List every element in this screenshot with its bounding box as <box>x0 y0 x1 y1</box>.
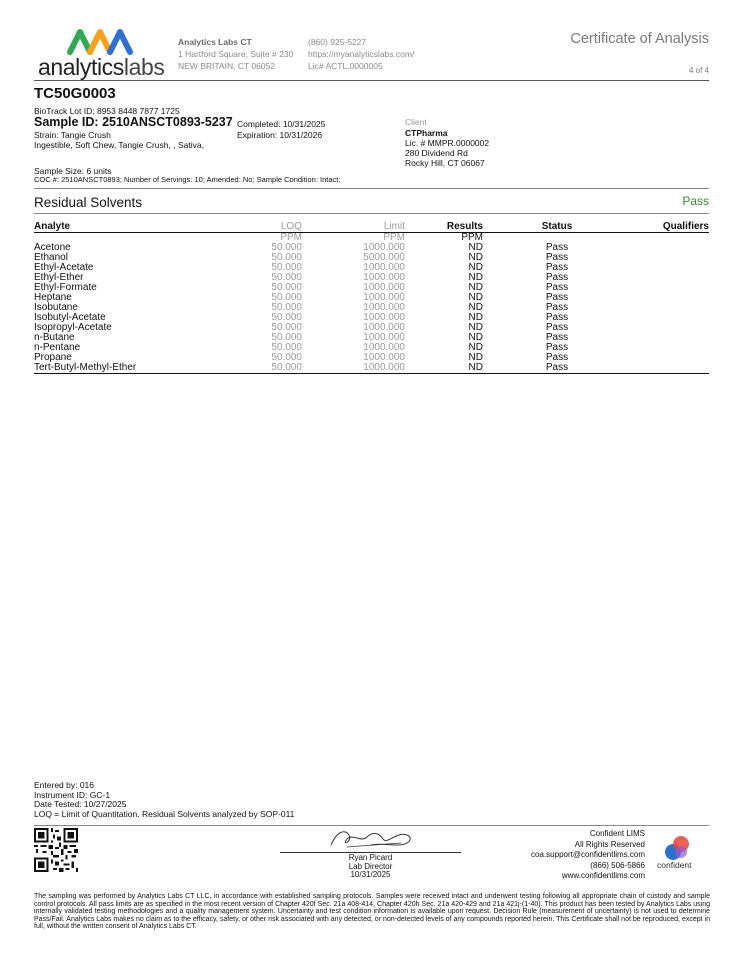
col-analyte: Analyte <box>34 221 204 233</box>
sample-id: Sample ID: 2510ANSCT0893-5237 <box>34 115 233 129</box>
status-value: Pass <box>545 252 569 263</box>
test-notes <box>34 781 294 819</box>
col-results: Results <box>405 221 507 233</box>
limit-value: 5000.000 <box>363 252 405 263</box>
logo-wordmark <box>38 54 164 81</box>
analyte-name: Ethyl-Formate <box>34 282 97 293</box>
limit-value: 1000.000 <box>363 352 405 363</box>
result-value: ND <box>468 292 483 303</box>
status-value: Pass <box>545 322 569 333</box>
status-value: Pass <box>545 312 569 323</box>
limit-value: 1000.000 <box>302 363 405 374</box>
loq-value: 50.000 <box>271 242 302 253</box>
analyte-name: Propane <box>34 352 72 363</box>
lims-email[interactable]: coa.support@confidentlims.com <box>531 850 645 859</box>
status-value: Pass <box>545 272 569 283</box>
loq-value: 50.000 <box>271 302 302 313</box>
result-value: ND <box>468 322 483 333</box>
strain: Strain: Tangie Crush <box>34 130 111 140</box>
status-value: Pass <box>545 242 569 253</box>
confident-logo-icon <box>664 835 690 861</box>
result-value: ND <box>468 282 483 293</box>
col-qualifiers: Qualifiers <box>607 221 709 233</box>
status-value: Pass <box>545 282 569 293</box>
section-status-badge: Pass <box>682 194 709 208</box>
client-name: CTPharma <box>405 128 448 138</box>
signer-name: Ryan Picard <box>348 853 393 862</box>
sign-date: 10/31/2025 <box>350 870 391 879</box>
lims-rights: All Rights Reserved <box>574 839 645 849</box>
lab-address-line1: 1 Hartford Square, Suite # 230 <box>178 49 294 59</box>
unit-limit: PPM <box>383 232 405 243</box>
result-value: ND <box>405 363 507 374</box>
analyte-name: Ethanol <box>34 252 68 263</box>
lims-site[interactable]: www.confidentlims.com <box>561 871 645 880</box>
sample-divider <box>34 188 709 189</box>
lab-address-block <box>178 36 293 72</box>
document-title: Certificate of Analysis <box>570 31 709 47</box>
qualifier-value <box>607 283 709 293</box>
result-value: ND <box>468 332 483 343</box>
analyte-name: Tert-Butyl-Methyl-Ether <box>34 363 204 374</box>
confident-wordmark: confident <box>657 860 692 870</box>
loq-value: 50.000 <box>271 282 302 293</box>
result-value: ND <box>468 262 483 273</box>
loq-value: 50.000 <box>271 252 302 263</box>
qualifier-value <box>607 303 709 313</box>
loq-value: 50.000 <box>271 342 302 353</box>
result-value: ND <box>468 252 483 263</box>
batch-number: TC50G0003 <box>34 85 116 102</box>
logo-text-bold: analytics <box>38 54 124 80</box>
disclaimer-text: The sampling was performed by Analytics Labs CT LLC, in accordance with established sampling protocols. Samples were received intact and underwent testing following all appropriate chain of custody and sample control protocols. All pass limits are as specified in the most recent version of Chapter 420f Sec. 21a 408-414, Chapter 420h Sec. 21a 420-429 and 21a 421j-(1-40). This product has been tested by Analytics Labs using internally validated testing methodologies and a quality management system. Uncertainty and test condition information is available upon request. Decision Rule (measurement of uncertainty) is not used to determine Pass/Fail. Analytics Labs makes no claim as to the efficacy, safety, or other risk associated with any detected, or non-detected levels of any compounds reported herein. This Certificate shall not be reproduced, except in full, without the written consent of Analytics Labs CT. <box>34 893 710 930</box>
limit-value: 1000.000 <box>363 342 405 353</box>
qr-code-icon[interactable] <box>34 828 78 872</box>
result-value: ND <box>468 342 483 353</box>
residual-solvents-table <box>34 221 709 374</box>
limit-value: 1000.000 <box>363 322 405 333</box>
lab-website[interactable]: https://myanalyticslabs.com/ <box>308 49 415 59</box>
lims-info <box>531 829 645 882</box>
loq-value: 50.000 <box>271 352 302 363</box>
client-block <box>405 128 489 168</box>
analyte-name: Ethyl-Acetate <box>34 262 94 273</box>
analyte-name: Isobutyl-Acetate <box>34 312 106 323</box>
result-value: ND <box>468 312 483 323</box>
analyte-name: Isobutane <box>34 302 78 313</box>
analyte-name: Heptane <box>34 292 72 303</box>
limit-value: 1000.000 <box>363 312 405 323</box>
qualifier-value <box>607 293 709 303</box>
result-value: ND <box>468 242 483 253</box>
loq-note: LOQ = Limit of Quantitation. Residual Solvents analyzed by SOP-011 <box>34 808 295 819</box>
sample-size: Sample Size: 6 units <box>34 166 112 176</box>
lab-license: Lic# ACTL.0000005 <box>308 61 383 71</box>
table-row <box>34 363 709 374</box>
col-limit: Limit <box>302 221 405 233</box>
lims-name: Confident LIMS <box>589 829 645 838</box>
expiration-date: Expiration: 10/31/2026 <box>237 130 323 140</box>
signature-icon <box>327 825 417 853</box>
analytics-labs-logo-icon <box>66 26 136 56</box>
header-divider <box>34 80 709 81</box>
loq-value: 50.000 <box>271 262 302 273</box>
section-title: Residual Solvents <box>34 195 143 210</box>
status-value: Pass <box>545 332 569 343</box>
loq-value: 50.000 <box>271 292 302 303</box>
lab-phone: (860) 925-5227 <box>308 37 367 47</box>
qualifier-value <box>607 333 709 343</box>
limit-value: 1000.000 <box>363 272 405 283</box>
instrument-id: Instrument ID: GC-1 <box>34 789 111 800</box>
qualifier-value <box>607 343 709 353</box>
col-loq: LOQ <box>204 221 302 233</box>
status-value: Pass <box>545 352 569 363</box>
client-license: Lic. # MMPR.0000002 <box>405 138 490 148</box>
limit-value: 1000.000 <box>363 262 405 273</box>
qualifier-value <box>607 243 709 253</box>
page-number: 4 of 4 <box>688 66 709 75</box>
status-value: Pass <box>545 342 569 353</box>
completed-date: Completed: 10/31/2025 <box>237 119 326 129</box>
analyte-name: n-Pentane <box>34 342 81 353</box>
signer-title: Lab Director <box>348 861 393 871</box>
loq-value: 50.000 <box>271 322 302 333</box>
logo-text-light: labs <box>123 54 165 80</box>
date-tested: Date Tested: 10/27/2025 <box>34 799 127 809</box>
status-value: Pass <box>507 363 607 374</box>
loq-value: 50.000 <box>271 272 302 283</box>
biotrack-lot-id: BioTrack Lot ID: 8953 8448 7877 1725 <box>34 106 180 116</box>
unit-loq: PPM <box>280 232 302 243</box>
loq-value: 50.000 <box>271 332 302 343</box>
lab-address-line2: NEW BRITAIN, CT 06052 <box>178 61 275 71</box>
coc-info: COC #: 2510ANSCT0893; Number of Servings: 10; Amended: No; Sample Condition: Intact; <box>34 175 341 184</box>
unit-results: PPM <box>461 232 483 243</box>
qualifier-value <box>607 353 709 363</box>
analyte-name: Ethyl-Ether <box>34 272 84 283</box>
loq-value: 50.000 <box>271 312 302 323</box>
analyte-name: Isopropyl-Acetate <box>34 322 112 333</box>
client-street: 280 Dividend Rd <box>405 148 468 158</box>
lab-name: Analytics Labs CT <box>178 37 252 47</box>
qualifier-value <box>607 253 709 263</box>
status-value: Pass <box>545 302 569 313</box>
section-divider <box>34 213 709 214</box>
analyte-name: Acetone <box>34 242 71 253</box>
qualifier-value <box>607 313 709 323</box>
status-value: Pass <box>545 292 569 303</box>
result-value: ND <box>468 272 483 283</box>
qualifier-value <box>607 323 709 333</box>
status-value: Pass <box>545 262 569 273</box>
table-header-row <box>34 221 709 233</box>
col-status: Status <box>507 221 607 233</box>
result-value: ND <box>468 352 483 363</box>
product-type: Ingestible, Soft Chew, Tangie Crush, , Sativa, <box>34 140 204 150</box>
lab-contact-block <box>308 36 414 72</box>
signatory-block <box>280 854 461 880</box>
limit-value: 1000.000 <box>363 302 405 313</box>
qualifier-value <box>607 363 709 374</box>
client-label: Client <box>405 117 427 127</box>
result-value: ND <box>468 302 483 313</box>
qualifier-value <box>607 273 709 283</box>
client-city: Rocky Hill, CT 06067 <box>405 158 485 168</box>
lims-phone: (866) 506-5866 <box>590 860 645 870</box>
limit-value: 1000.000 <box>363 242 405 253</box>
entered-by: Entered by: 016 <box>34 780 95 790</box>
limit-value: 1000.000 <box>363 292 405 303</box>
loq-value: 50.000 <box>204 363 302 374</box>
analyte-name: n-Butane <box>34 332 75 343</box>
limit-value: 1000.000 <box>363 332 405 343</box>
qualifier-value <box>607 263 709 273</box>
limit-value: 1000.000 <box>363 282 405 293</box>
